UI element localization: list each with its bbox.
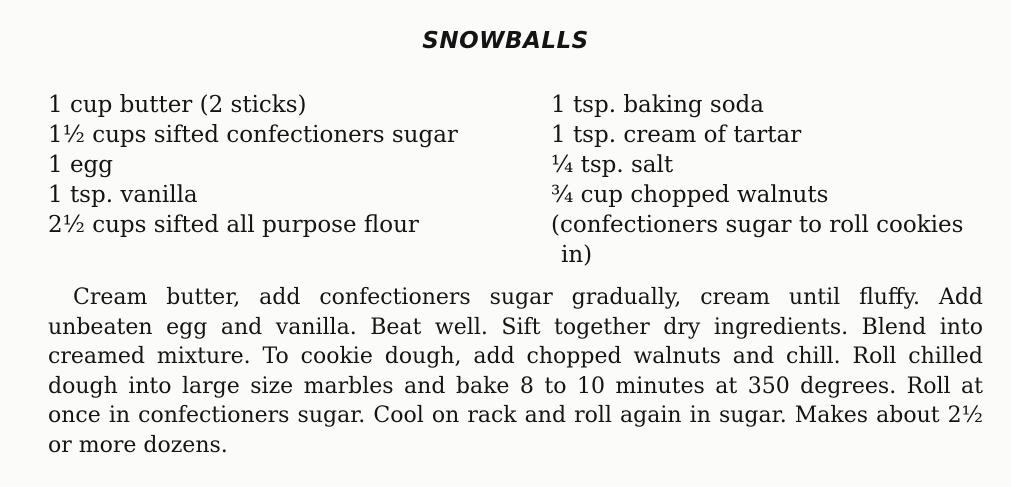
ingredient-item: 1 tsp. baking soda <box>551 92 764 118</box>
ingredient-item: 1 tsp. cream of tartar <box>551 122 802 148</box>
ingredients-right-column <box>551 90 971 270</box>
ingredient-item: 2½ cups sifted all purpose flour <box>48 212 419 238</box>
ingredient-item: ¼ tsp. salt <box>551 152 674 178</box>
ingredients-left-column <box>48 90 518 240</box>
ingredient-item: 1 tsp. vanilla <box>48 182 198 208</box>
ingredient-note: (confectioners sugar to roll cookies in) <box>551 212 964 268</box>
ingredient-item: 1½ cups sifted confectioners sugar <box>48 122 458 148</box>
ingredient-item: ¾ cup chopped walnuts <box>551 182 829 208</box>
recipe-directions: Cream butter, add confectioners sugar gradually, cream until fluffy. Add unbeaten egg and vanilla. Beat well. Sift together dry ingredients. Blend into creamed mixture. To cookie dough, add chopped walnuts and chill. Roll chilled dough into large size marbles and bake 8 to 10 minutes at 350 degrees. Roll at once in confectioners sugar. Cool on rack and roll again in sugar. Makes about 2½ or more dozens. <box>48 285 983 458</box>
ingredient-item: 1 cup butter (2 sticks) <box>48 92 307 118</box>
recipe-title: SNOWBALLS <box>422 28 589 54</box>
ingredient-item: 1 egg <box>48 152 114 178</box>
